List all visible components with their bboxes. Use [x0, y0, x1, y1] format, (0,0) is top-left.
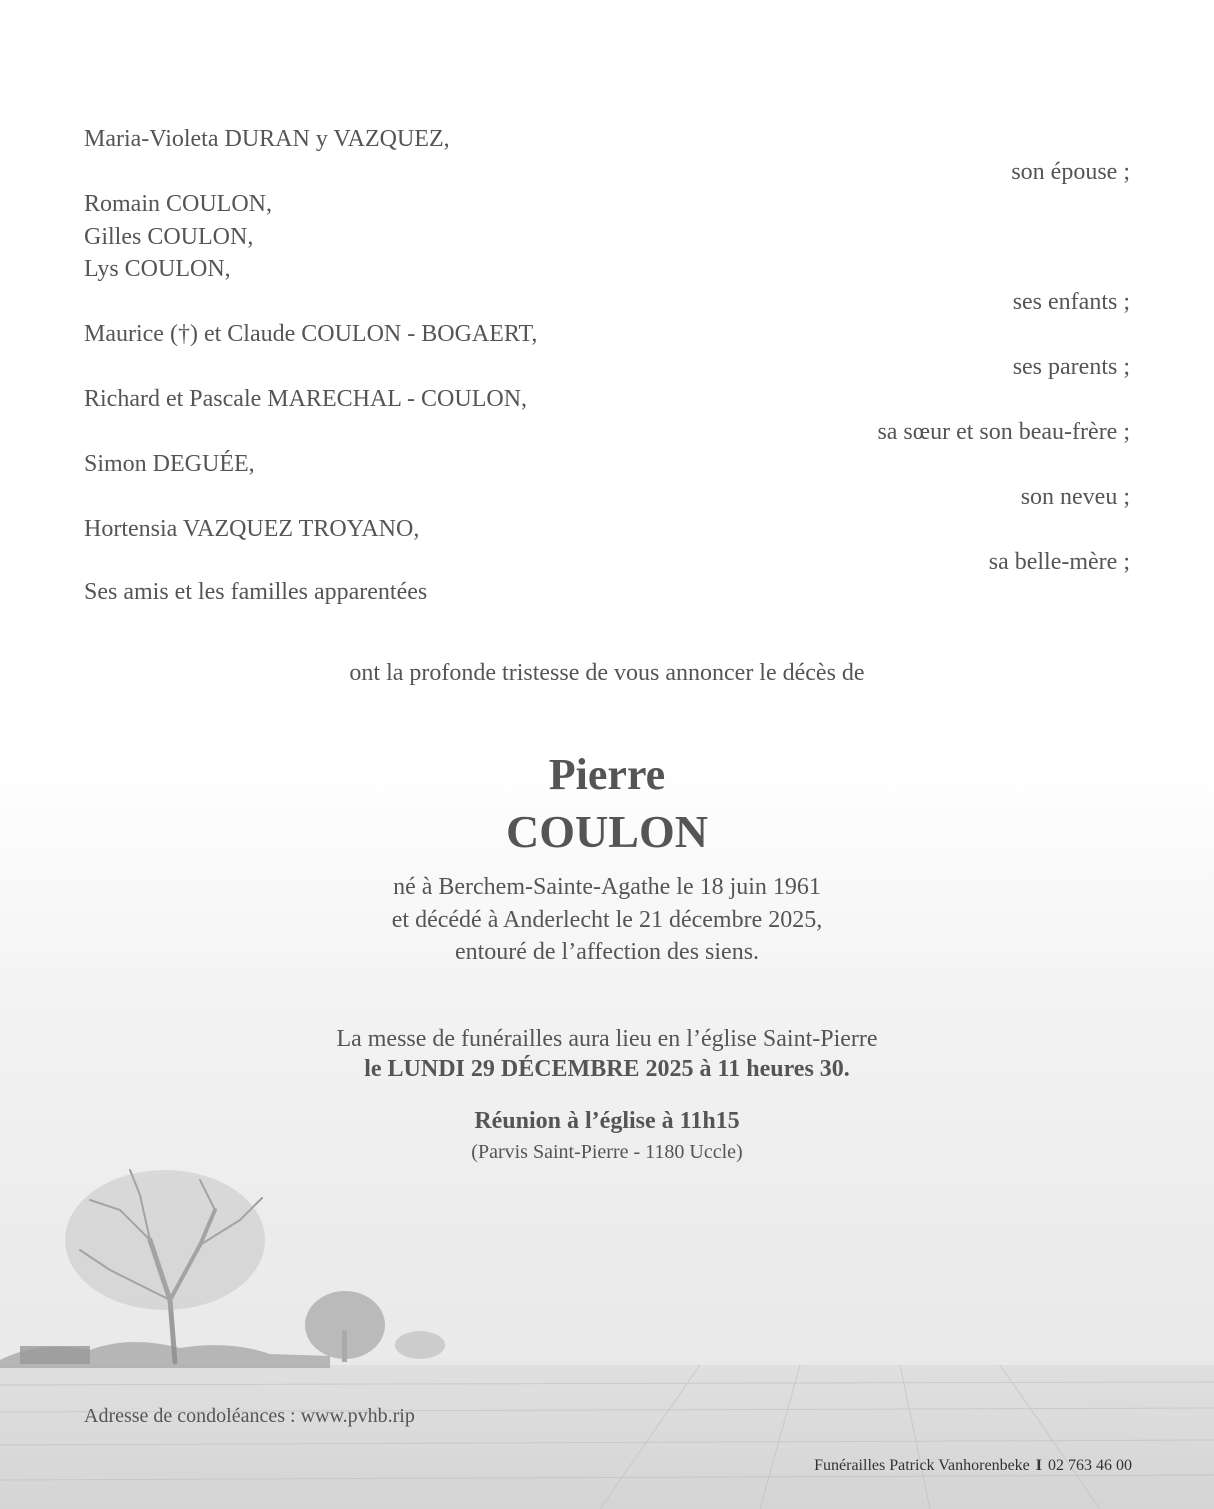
funeral-home-footer — [814, 1457, 1132, 1475]
family-member-name: Lys COULON, — [84, 256, 231, 282]
life-line-death: et décédé à Anderlecht le 21 décembre 2025, — [391, 907, 823, 933]
deceased-last-name: COULON — [506, 806, 708, 857]
family-relation: ses parents ; — [1012, 353, 1130, 380]
funeral-home-phone: 02 763 46 00 — [1048, 1457, 1132, 1474]
deceased-first-name: Pierre — [548, 750, 666, 799]
condolences-address: Adresse de condoléances : www.pvhb.rip — [84, 1405, 415, 1427]
family-member-name: Hortensia VAZQUEZ TROYANO, — [84, 516, 420, 542]
family-relation: ses enfants ; — [1012, 288, 1130, 315]
family-member-name: Gilles COULON, — [84, 223, 254, 250]
life-line-affection: entouré de l’affection des siens. — [454, 939, 760, 965]
family-relation: sa sœur et son beau-frère ; — [877, 418, 1130, 445]
family-member-name: Simon DEGUÉE, — [84, 451, 255, 477]
footer-separator: I — [1035, 1457, 1042, 1474]
announcement-text: ont la profonde tristesse de vous annoncer le décès de — [349, 660, 865, 686]
ceremony-date: le LUNDI 29 DÉCEMBRE 2025 à 11 heures 30. — [364, 1056, 850, 1082]
family-member-name: Richard et Pascale MARECHAL - COULON, — [84, 386, 528, 412]
church-address: (Parvis Saint-Pierre - 1180 Uccle) — [471, 1141, 743, 1163]
family-relation: son épouse ; — [1011, 158, 1130, 185]
winter-landscape-image — [0, 1150, 1214, 1509]
family-member-name: Maurice (†) et Claude COULON - BOGAERT, — [84, 321, 538, 347]
family-relation: son neveu ; — [1020, 483, 1130, 510]
funeral-home-name: Funérailles Patrick Vanhorenbeke — [814, 1457, 1030, 1474]
meeting-time: Réunion à l’église à 11h15 — [474, 1108, 740, 1134]
family-relation: sa belle-mère ; — [988, 548, 1130, 575]
family-member-name: Romain COULON, — [84, 191, 272, 217]
friends-line: Ses amis et les familles apparentées — [84, 579, 428, 605]
ceremony-location: La messe de funérailles aura lieu en l’église Saint-Pierre — [336, 1026, 878, 1052]
life-line-birth: né à Berchem-Sainte-Agathe le 18 juin 1961 — [393, 874, 821, 900]
family-member-name: Maria-Violeta DURAN y VAZQUEZ, — [84, 126, 450, 152]
